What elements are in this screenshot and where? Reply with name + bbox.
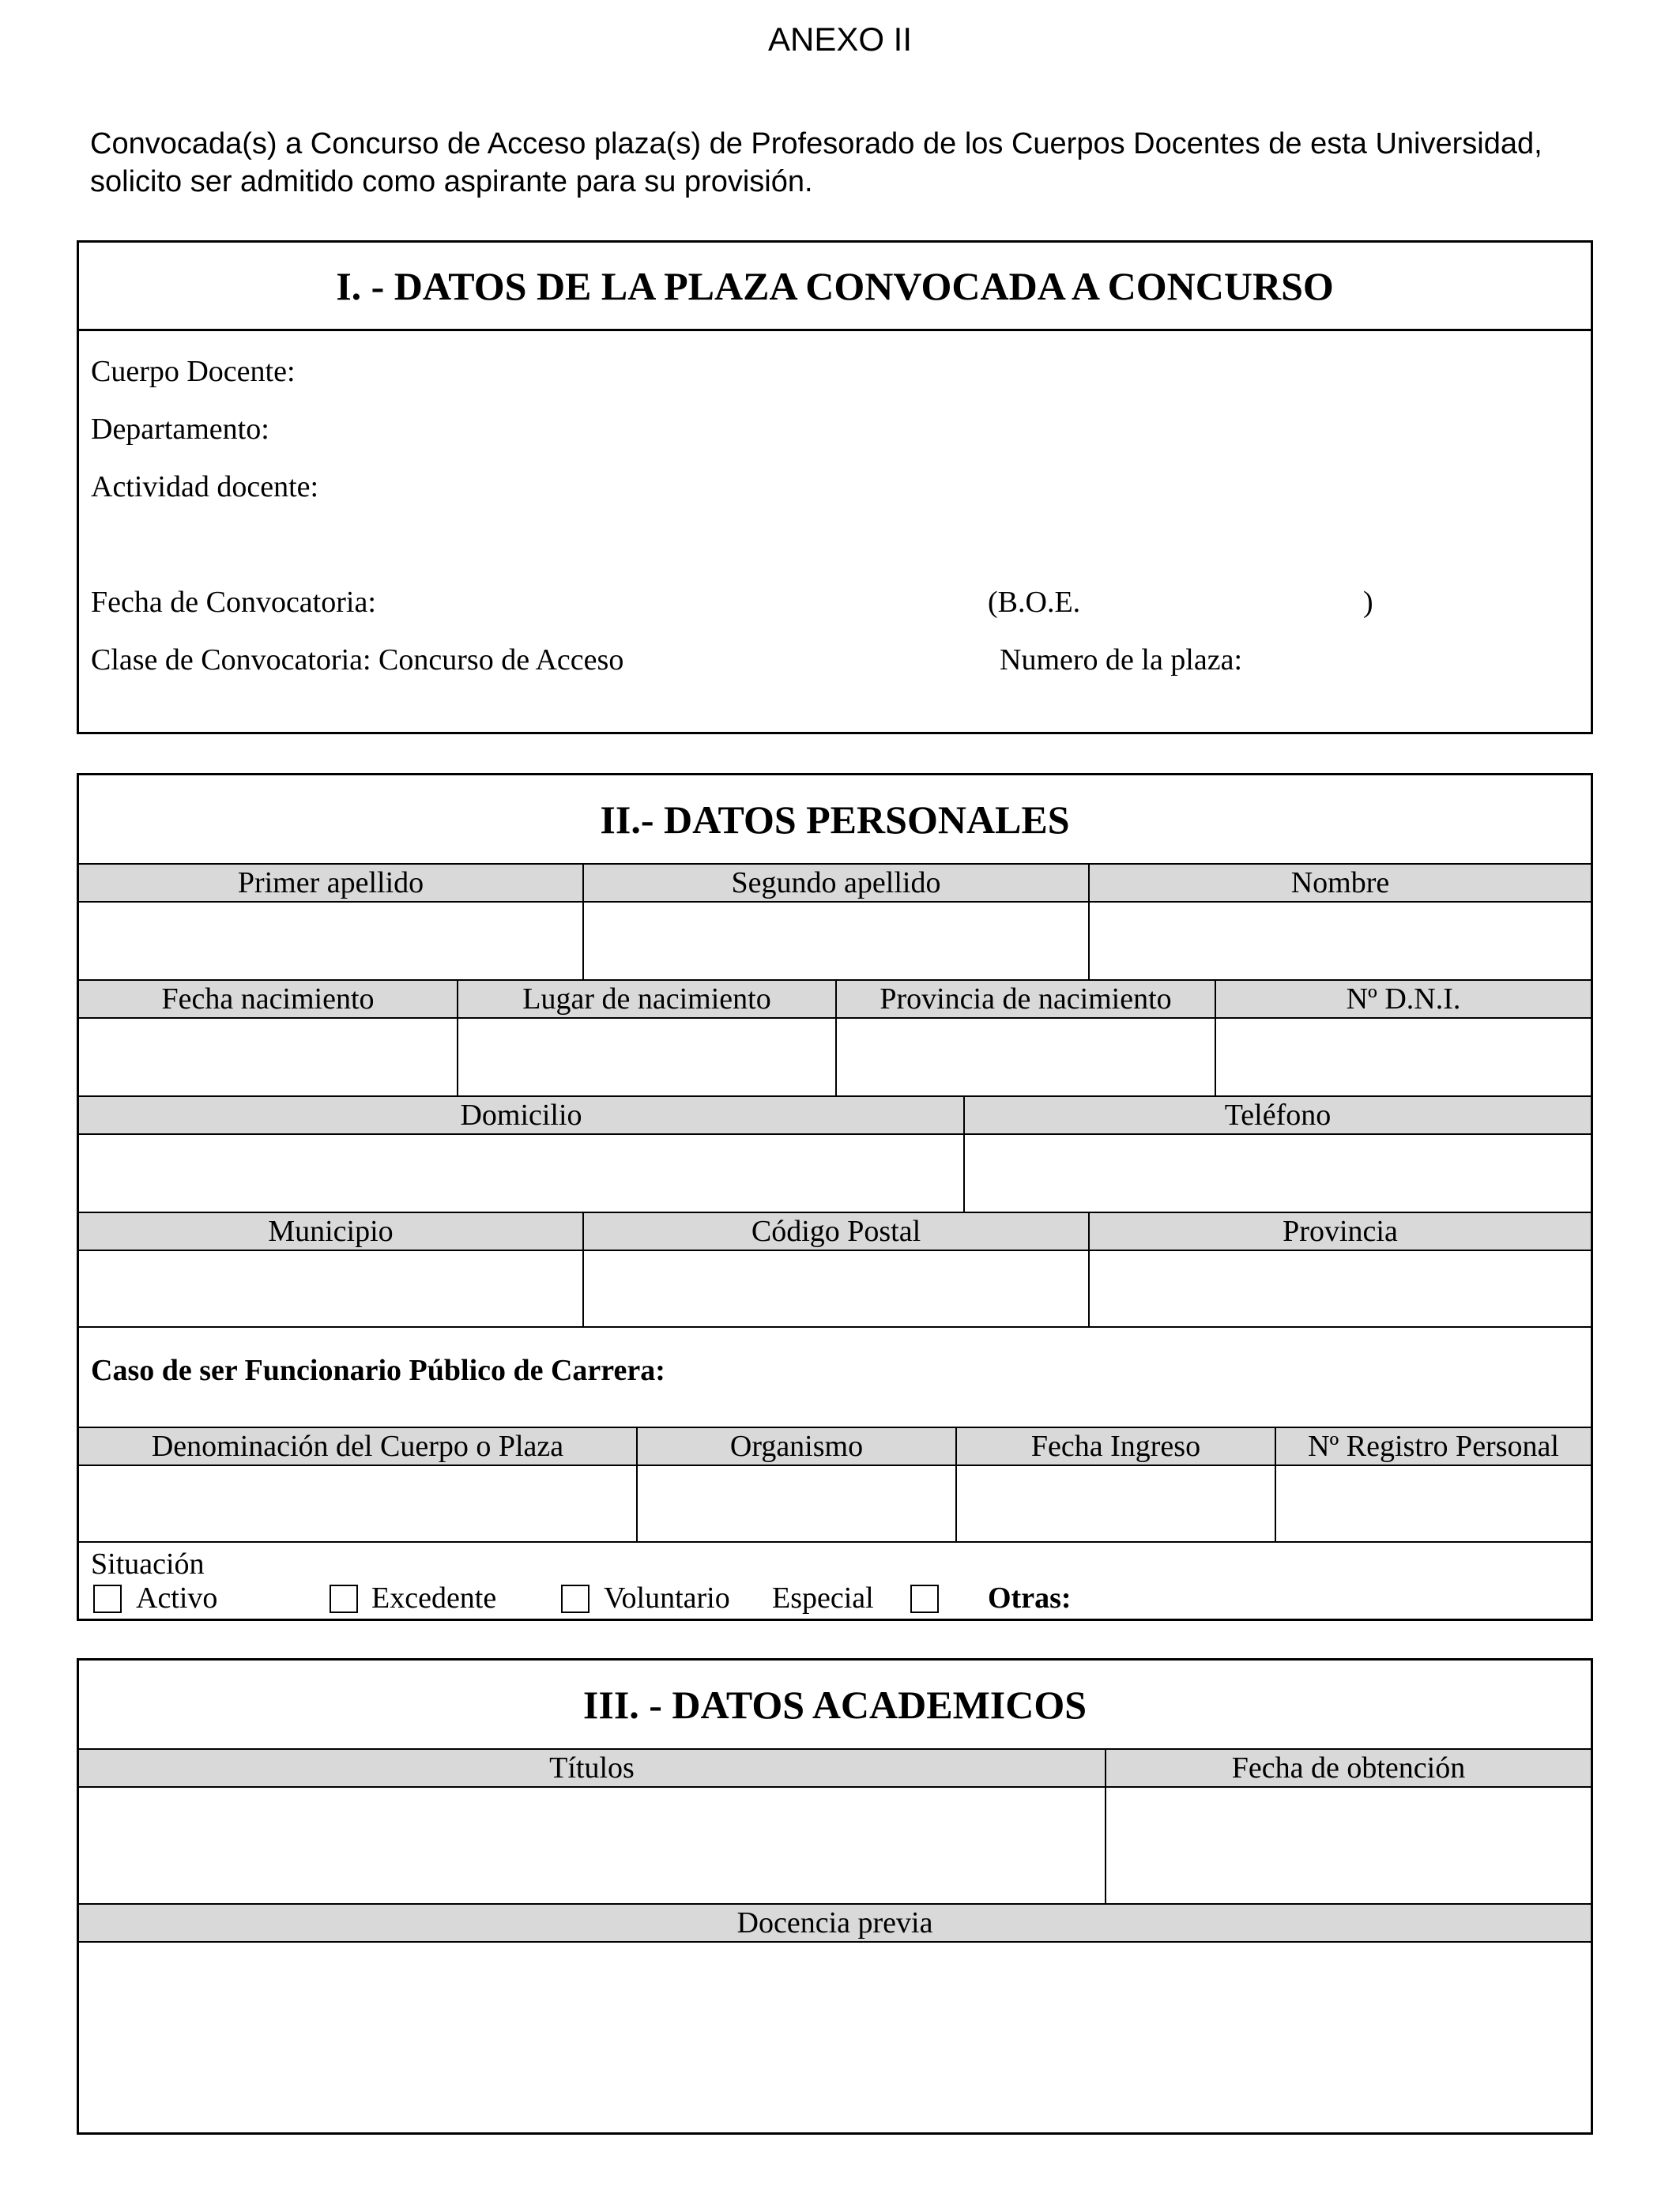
docencia-previa-field[interactable] <box>79 1943 1591 2132</box>
row1-fields <box>79 903 1591 979</box>
domicilio-field[interactable] <box>79 1135 965 1212</box>
telefono-field[interactable] <box>965 1135 1591 1212</box>
docencia-header-row <box>79 1903 1591 1943</box>
section-datos-personales <box>77 773 1593 1621</box>
fecha-convocatoria-label: Fecha de Convocatoria: <box>91 586 376 619</box>
header-provincia-nacimiento: Provincia de nacimiento <box>837 981 1216 1017</box>
provincia-field[interactable] <box>1090 1251 1591 1326</box>
header-denominacion: Denominación del Cuerpo o Plaza <box>79 1428 638 1465</box>
row4-headers <box>79 1212 1591 1251</box>
provincia-nacimiento-field[interactable] <box>837 1019 1216 1095</box>
section-personal-title: II.- DATOS PERSONALES <box>600 797 1070 842</box>
section-academicos-title: III. - DATOS ACADEMICOS <box>582 1683 1087 1727</box>
row2-fields <box>79 1019 1591 1095</box>
header-lugar-nacimiento: Lugar de nacimiento <box>458 981 837 1017</box>
otras-label: Otras: <box>988 1581 1072 1615</box>
row1-headers <box>79 863 1591 903</box>
header-fecha-ingreso: Fecha Ingreso <box>957 1428 1276 1465</box>
fecha-ingreso-field[interactable] <box>957 1466 1276 1541</box>
header-nombre: Nombre <box>1290 866 1390 899</box>
funcionario-label: Caso de ser Funcionario Público de Carrera: <box>91 1354 665 1387</box>
boe-label: (B.O.E. <box>988 586 1081 619</box>
header-organismo: Organismo <box>638 1428 957 1465</box>
header-titulos: Títulos <box>79 1750 1106 1786</box>
nombre-field[interactable] <box>1090 903 1591 979</box>
voluntario-checkbox[interactable] <box>561 1585 590 1613</box>
header-primer-apellido: Primer apellido <box>79 865 584 901</box>
header-fecha-obtencion: Fecha de obtención <box>1231 1751 1466 1785</box>
segundo-apellido-field[interactable] <box>584 903 1090 979</box>
clase-convocatoria-label: Clase de Convocatoria: Concurso de Acceso <box>91 643 624 677</box>
fecha-nacimiento-field[interactable] <box>79 1019 458 1095</box>
primer-apellido-field[interactable] <box>79 903 584 979</box>
row3-fields <box>79 1135 1591 1212</box>
activo-checkbox[interactable] <box>93 1585 122 1613</box>
excedente-checkbox[interactable] <box>330 1585 358 1613</box>
fecha-obtencion-field[interactable] <box>1106 1788 1591 1903</box>
header-telefono: Teléfono <box>1224 1099 1332 1132</box>
section-plaza <box>77 240 1593 734</box>
header-domicilio: Domicilio <box>79 1097 965 1133</box>
row5-headers <box>79 1427 1591 1466</box>
departamento-label: Departamento: <box>91 413 269 446</box>
academicos-fields <box>79 1788 1591 1903</box>
especial-checkbox[interactable] <box>910 1585 939 1613</box>
section-datos-academicos <box>77 1658 1593 2135</box>
actividad-docente-label: Actividad docente: <box>91 470 319 503</box>
header-codigo-postal: Código Postal <box>584 1213 1090 1250</box>
header-registro-personal: Nº Registro Personal <box>1308 1430 1559 1463</box>
especial-label: Especial <box>772 1581 874 1615</box>
row4-fields <box>79 1251 1591 1328</box>
organismo-field[interactable] <box>638 1466 957 1541</box>
titulos-field[interactable] <box>79 1788 1106 1903</box>
header-segundo-apellido: Segundo apellido <box>584 865 1090 901</box>
numero-plaza-label: Numero de la plaza: <box>1000 643 1243 677</box>
dni-field[interactable] <box>1216 1019 1591 1095</box>
boe-close: ) <box>1363 586 1373 619</box>
row3-headers <box>79 1095 1591 1135</box>
registro-personal-field[interactable] <box>1276 1466 1591 1541</box>
header-dni: Nº D.N.I. <box>1346 982 1461 1016</box>
docencia-field-row <box>79 1943 1591 2132</box>
row2-headers <box>79 979 1591 1019</box>
academicos-headers <box>79 1748 1591 1788</box>
codigo-postal-field[interactable] <box>584 1251 1090 1326</box>
header-docencia-previa: Docencia previa <box>736 1906 933 1940</box>
header-fecha-nacimiento: Fecha nacimiento <box>79 981 458 1017</box>
page-title: ANEXO II <box>767 21 913 58</box>
cuerpo-docente-label: Cuerpo Docente: <box>91 355 296 388</box>
lugar-nacimiento-field[interactable] <box>458 1019 837 1095</box>
activo-label: Activo <box>136 1581 218 1615</box>
municipio-field[interactable] <box>79 1251 584 1326</box>
section-plaza-title: I. - DATOS DE LA PLAZA CONVOCADA A CONCURSO <box>79 243 1591 331</box>
denominacion-field[interactable] <box>79 1466 638 1541</box>
row5-fields <box>79 1466 1591 1543</box>
excedente-label: Excedente <box>371 1581 497 1615</box>
header-provincia: Provincia <box>1283 1215 1398 1248</box>
situacion-label: Situación <box>91 1547 205 1581</box>
header-municipio: Municipio <box>79 1213 584 1250</box>
voluntario-label: Voluntario <box>604 1581 730 1615</box>
intro-text: Convocada(s) a Concurso de Acceso plaza(s) de Profesorado de los Cuerpos Docentes de esta Universidad, solicito ser admitido como aspirante para su provisión. <box>90 127 1543 198</box>
